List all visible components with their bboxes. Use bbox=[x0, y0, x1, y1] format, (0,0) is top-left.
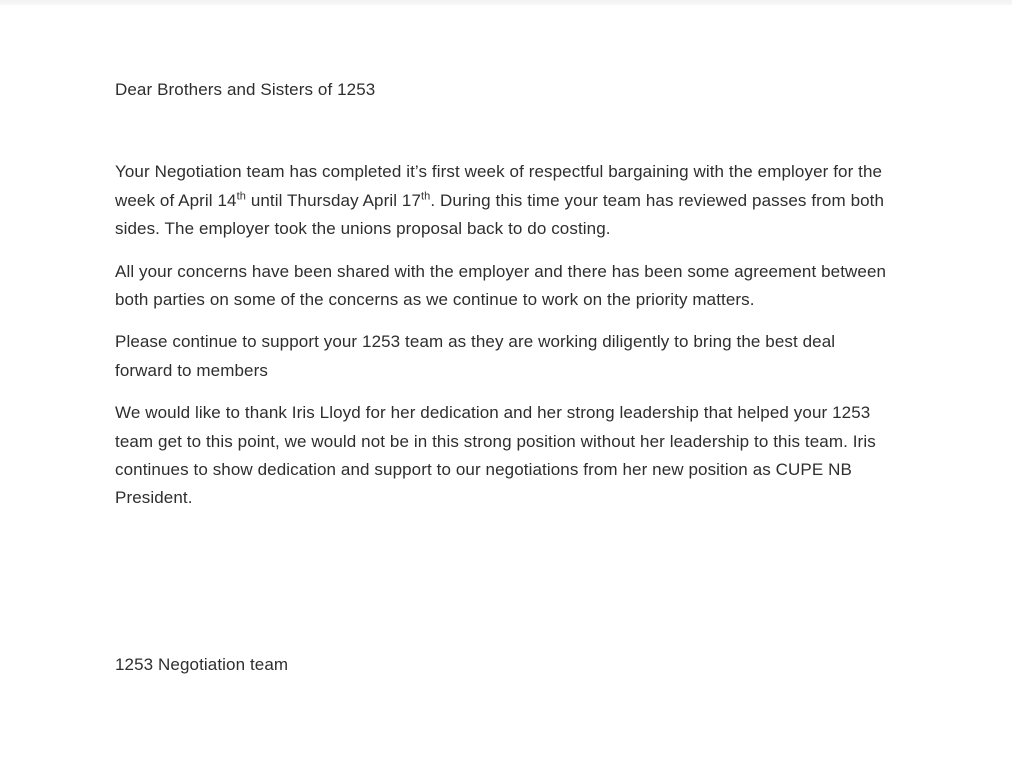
paragraph-text: All your concerns have been shared with the employer and there has been some agreement between both parties on some of the concerns as we continue to work on the priority matters. bbox=[115, 261, 887, 310]
letter-paragraph bbox=[115, 399, 897, 513]
paragraph-text: Please continue to support your 1253 team as they are working diligently to bring the best deal forward to members bbox=[115, 332, 836, 380]
superscript-text: th bbox=[236, 190, 246, 203]
letter-paragraph bbox=[115, 328, 897, 385]
letter-paragraph bbox=[115, 158, 897, 243]
paragraph-text: . During this time your team has reviewed passes from both sides. The employer took the unions proposal back to do costing. bbox=[115, 190, 885, 239]
superscript-text: th bbox=[421, 190, 431, 203]
paragraph-text: Your Negotiation team has completed it’s first week of respectful bargaining with the employer for the week of April 14 bbox=[115, 162, 883, 210]
letter-body bbox=[115, 158, 897, 512]
top-strip bbox=[0, 0, 1012, 5]
letter-content bbox=[0, 76, 1012, 679]
signature: 1253 Negotiation team bbox=[115, 654, 289, 674]
salutation: Dear Brothers and Sisters of 1253 bbox=[115, 80, 376, 99]
paragraph-text: We would like to thank Iris Lloyd for her dedication and her strong leadership that helped your 1253 team get to this point, we would not be in this strong position without her leadership to this team. Iris continues to show dedication and support to our negotiations from her new position as CUPE NB President. bbox=[115, 403, 876, 508]
paragraph-text: until Thursday April 17 bbox=[246, 190, 422, 210]
letter-paragraph bbox=[115, 258, 897, 315]
